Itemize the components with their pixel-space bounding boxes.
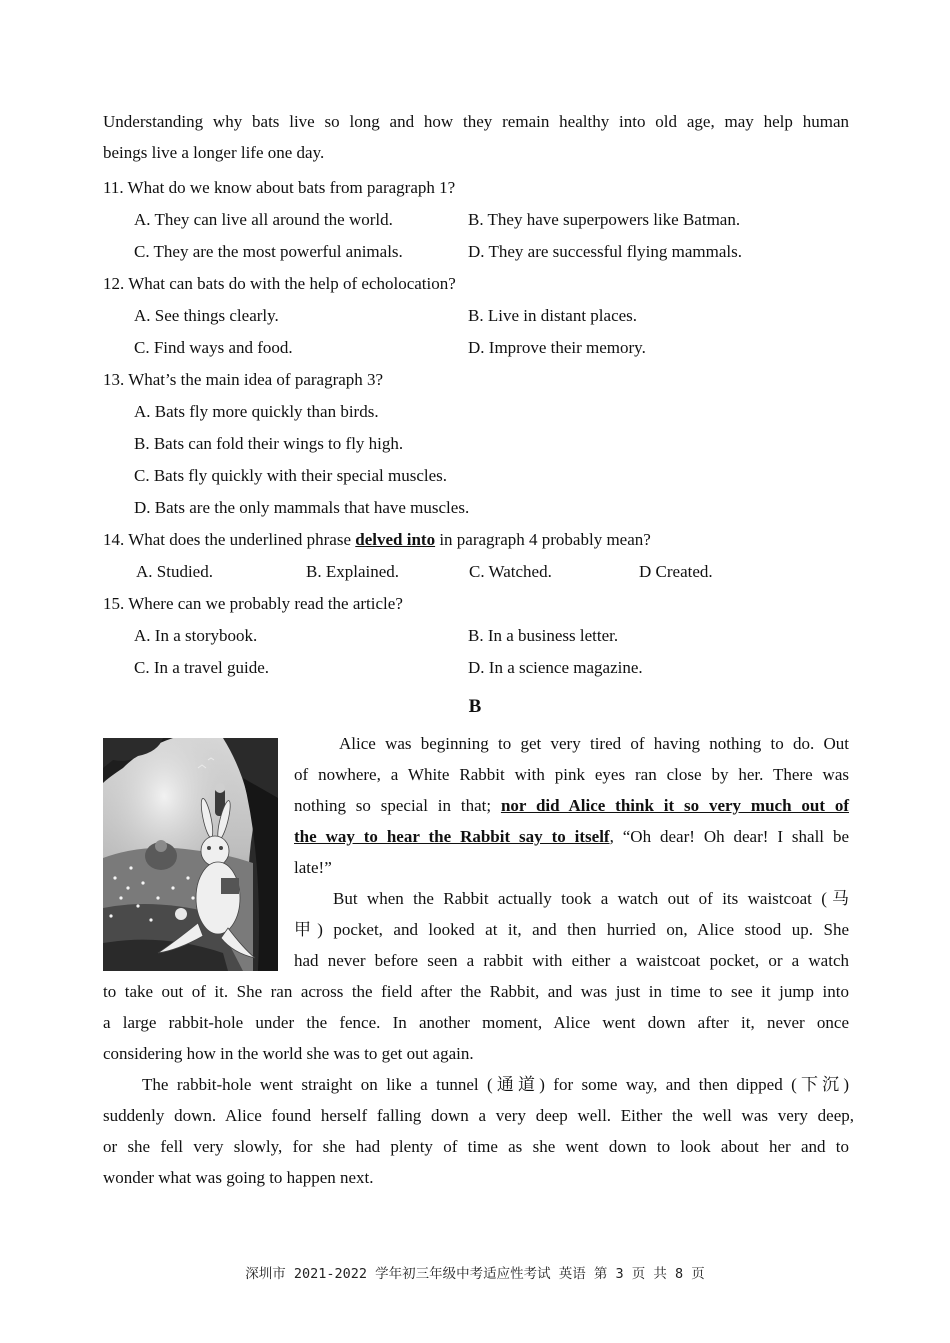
section-b-p1-line-3-text: nothing so special in that;	[294, 796, 501, 815]
question-11-option-c: C. They are the most powerful animals.	[134, 242, 403, 261]
question-15-option-c: C. In a travel guide.	[134, 658, 270, 677]
underlined-phrase: delved into	[355, 530, 436, 549]
underlined-sentence-part-2: the way to hear the Rabbit say to itself	[294, 827, 610, 846]
page-footer: 深圳市 2021-2022 学年初三年级中考适应性考试 英语 第 3 页 共 8 页	[245, 1266, 705, 1282]
section-b-p2-line-5: a large rabbit-hole under the fence. In another moment, Alice went down after it, never once	[103, 1013, 849, 1032]
section-b-p2-line-2: 甲) pocket, and looked at it, and then hurried on, Alice stood up. She	[294, 920, 849, 939]
question-14-option-a: A. Studied.	[136, 562, 213, 581]
section-b-p2-line-3: had never before seen a rabbit with either a waistcoat pocket, or a watch	[294, 951, 849, 970]
question-14-option-b: B. Explained.	[306, 562, 400, 581]
question-11-stem: 11. What do we know about bats from paragraph 1?	[103, 178, 456, 197]
question-11-option-d: D. They are successful flying mammals.	[468, 242, 742, 261]
section-b-p1-line-2: of nowhere, a White Rabbit with pink eyes ran close by her. There was	[294, 765, 849, 784]
section-b-p2-line-6: considering how in the world she was to get out again.	[103, 1044, 474, 1063]
section-b-p1-line-1-text: Alice was beginning to get very tired of having nothing to do. Out	[339, 734, 849, 753]
section-b-p2-line-1: But when the Rabbit actually took a watch out of its waistcoat (马	[333, 889, 849, 908]
question-12-option-a: A. See things clearly.	[134, 306, 279, 325]
question-15-stem: 15. Where can we probably read the article?	[103, 594, 403, 613]
section-b-p3-line-4: wonder what was going to happen next.	[103, 1168, 374, 1187]
section-b-p1-line-1	[294, 734, 849, 754]
question-13-option-d: D. Bats are the only mammals that have muscles.	[134, 498, 470, 517]
question-12-option-d: D. Improve their memory.	[468, 338, 646, 357]
question-14-stem	[103, 530, 651, 550]
section-b-p2-line-4: to take out of it. She ran across the field after the Rabbit, and was just in time to see it jump into	[103, 982, 849, 1001]
intro-line-1: Understanding why bats live so long and how they remain healthy into old age, may help human	[103, 112, 849, 131]
intro-line-2: beings live a longer life one day.	[103, 143, 325, 162]
section-b-p1-line-3	[294, 796, 849, 816]
question-15-option-b: B. In a business letter.	[468, 626, 619, 645]
question-15-option-a: A. In a storybook.	[134, 626, 258, 645]
section-b-p3-line-2: suddenly down. Alice found herself falling down a very deep well. Either the well was very deep,	[103, 1106, 854, 1125]
question-14-stem-before: 14. What does the underlined phrase	[103, 530, 356, 549]
underlined-sentence-part-1: nor did Alice think it so very much out of	[500, 796, 849, 815]
question-12-option-c: C. Find ways and food.	[134, 338, 293, 357]
question-13-option-c: C. Bats fly quickly with their special muscles.	[134, 466, 448, 485]
question-13-option-a: A. Bats fly more quickly than birds.	[134, 402, 379, 421]
question-11-option-a: A. They can live all around the world.	[134, 210, 393, 229]
question-14-option-c: C. Watched.	[469, 562, 552, 581]
section-b-p3-line-1: The rabbit-hole went straight on like a tunnel (通道) for some way, and then dipped (下沉)	[142, 1075, 849, 1094]
question-15-option-d: D. In a science magazine.	[468, 658, 643, 677]
question-13-stem: 13. What’s the main idea of paragraph 3?	[103, 370, 384, 389]
section-b-p1-line-4	[294, 827, 849, 847]
question-14-option-d: D Created.	[639, 562, 713, 581]
section-heading: B	[468, 696, 482, 717]
section-b-p3-line-3: or she fell very slowly, for she had plenty of time as she went down to look about her and to	[103, 1137, 849, 1156]
section-b-p1-line-4-text: , “Oh dear! Oh dear! I shall be	[609, 827, 849, 846]
alice-rabbit-illustration	[103, 738, 278, 971]
question-14-stem-after: in paragraph 4 probably mean?	[435, 530, 651, 549]
question-13-option-b: B. Bats can fold their wings to fly high.	[134, 434, 404, 453]
section-b-p1-line-5: late!”	[294, 858, 332, 877]
question-11-option-b: B. They have superpowers like Batman.	[468, 210, 741, 229]
question-12-stem: 12. What can bats do with the help of echolocation?	[103, 274, 456, 293]
question-12-option-b: B. Live in distant places.	[468, 306, 638, 325]
